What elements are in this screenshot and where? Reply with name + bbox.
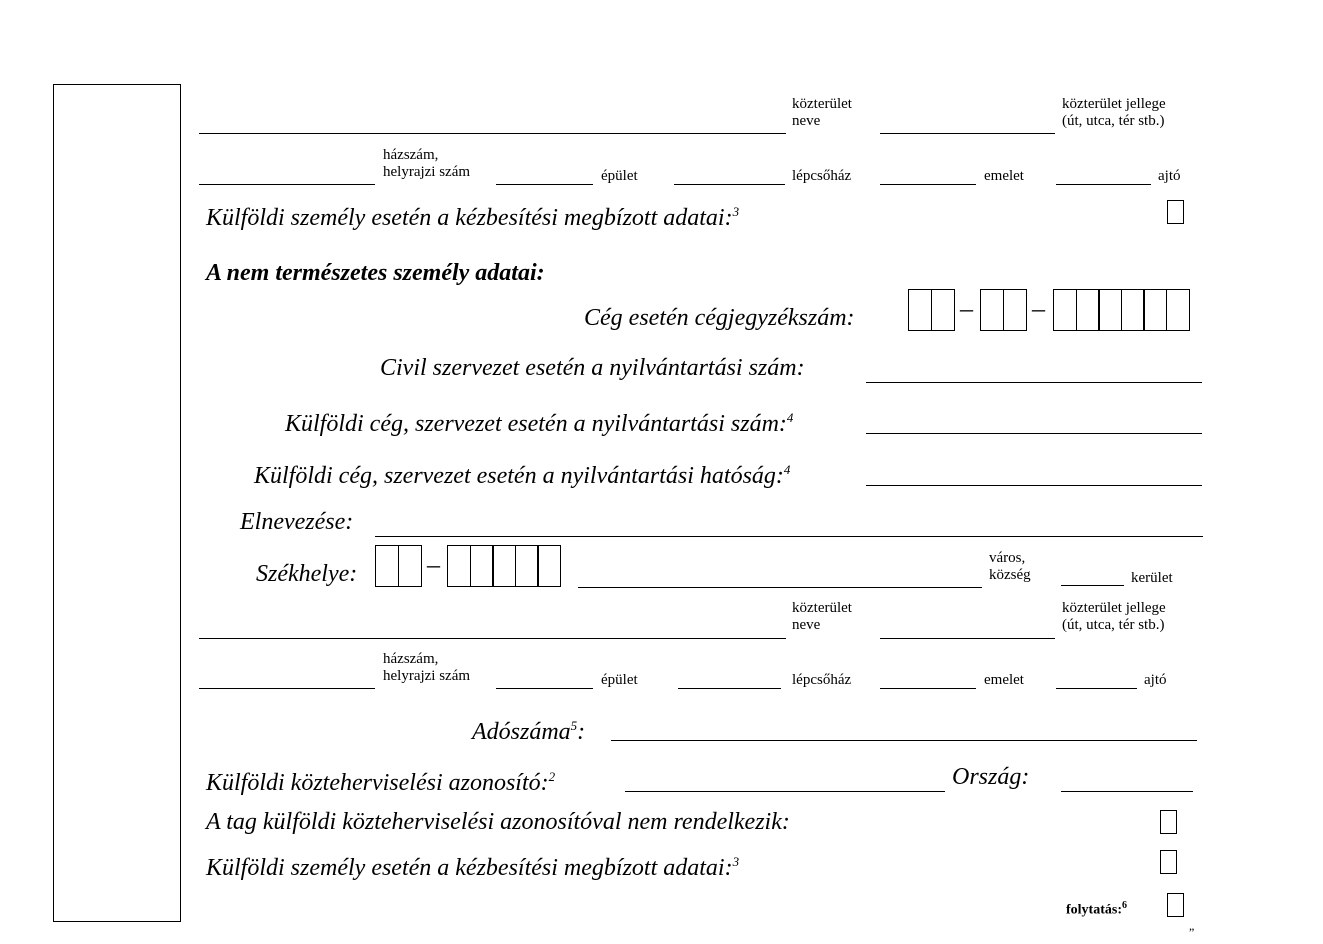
kozteher-label: Külföldi közteherviselési azonosító:$^2$: [206, 769, 556, 796]
emelet-field[interactable]: [880, 184, 976, 185]
varos-field[interactable]: [578, 587, 982, 588]
ajto-field-2[interactable]: [1056, 688, 1137, 689]
adoszama-label: Adószáma$^5$:: [472, 718, 586, 745]
folytatas-checkbox[interactable]: [1167, 893, 1184, 917]
cegjegyzekszam-boxes-3[interactable]: [1053, 289, 1188, 331]
kezbesitesi-label-2: Külföldi személy esetén a kézbesítési megbízott adatai:$^3$: [206, 854, 740, 881]
kozterulet-neve-label-2: közterület neve: [792, 600, 852, 633]
nem-rendelkezik-checkbox[interactable]: [1160, 810, 1177, 834]
ajto-label-2: ajtó: [1144, 672, 1167, 688]
hazszam-field-2[interactable]: [199, 688, 375, 689]
kulfoldi-hatosag-label: Külföldi cég, szervezet esetén a nyilvántartási hatóság:$^4$: [254, 462, 791, 489]
hazszam-field[interactable]: [199, 184, 375, 185]
emelet-field-2[interactable]: [880, 688, 976, 689]
epulet-label-2: épület: [601, 672, 638, 688]
kozterulet-jellege-label: közterület jellege (út, utca, tér stb.): [1062, 96, 1166, 129]
kulfoldi-szam-label: Külföldi cég, szervezet esetén a nyilvántartási szám:$^4$: [285, 410, 794, 437]
kozterulet-neve-field-2[interactable]: [199, 638, 786, 639]
ajto-label: ajtó: [1158, 168, 1181, 184]
varos-label: város, község: [989, 550, 1031, 583]
orszag-label: Ország:: [952, 764, 1030, 790]
epulet-field-2[interactable]: [496, 688, 593, 689]
lepcsohaz-label-2: lépcsőház: [792, 672, 852, 688]
emelet-label: emelet: [984, 168, 1024, 184]
elnevezese-field[interactable]: [375, 536, 1203, 537]
kozteher-field[interactable]: [625, 791, 945, 792]
szekhelye-label: Székhelye:: [256, 561, 358, 587]
lepcsohaz-field-2[interactable]: [678, 688, 781, 689]
kozterulet-neve-label: közterület neve: [792, 96, 852, 129]
kulfoldi-szam-field[interactable]: [866, 433, 1202, 434]
kerulet-field[interactable]: [1061, 585, 1124, 586]
corner-mark: ”: [1189, 925, 1195, 939]
iranyitoszam-boxes-1[interactable]: [375, 545, 420, 587]
civil-field[interactable]: [866, 382, 1202, 383]
emelet-label-2: emelet: [984, 672, 1024, 688]
lepcsohaz-label: lépcsőház: [792, 168, 852, 184]
kozterulet-jellege-field[interactable]: [880, 133, 1055, 134]
lepcsohaz-field[interactable]: [674, 184, 785, 185]
orszag-field[interactable]: [1061, 791, 1193, 792]
hazszam-label-2: házszám, helyrajzi szám: [383, 651, 471, 684]
epulet-field[interactable]: [496, 184, 593, 185]
adoszama-field[interactable]: [611, 740, 1197, 741]
civil-label: Civil szervezet esetén a nyilvántartási szám:: [380, 355, 805, 381]
elnevezese-label: Elnevezése:: [240, 509, 354, 535]
folytatas-label: folytatás:$^6$: [1066, 900, 1127, 918]
kerulet-label: kerület: [1131, 570, 1173, 586]
section-title: A nem természetes személy adatai:: [206, 260, 545, 286]
kozterulet-jellege-field-2[interactable]: [880, 638, 1055, 639]
kozterulet-neve-field[interactable]: [199, 133, 786, 134]
epulet-label: épület: [601, 168, 638, 184]
hazszam-label: házszám, helyrajzi szám: [383, 147, 471, 180]
cegjegyzekszam-label: Cég esetén cégjegyzékszám:: [584, 305, 855, 331]
dash: –: [960, 294, 973, 323]
cegjegyzekszam-boxes-1[interactable]: [908, 289, 953, 331]
kezbesitesi-checkbox-2[interactable]: [1160, 850, 1177, 874]
kozterulet-jellege-label-2: közterület jellege (út, utca, tér stb.): [1062, 600, 1166, 633]
kezbesitesi-label-1: Külföldi személy esetén a kézbesítési megbízott adatai:$^3$: [206, 204, 740, 231]
kulfoldi-hatosag-field[interactable]: [866, 485, 1202, 486]
margin-box: [53, 84, 181, 922]
nem-rendelkezik-label: A tag külföldi közteherviselési azonosítóval nem rendelkezik:: [206, 809, 790, 835]
kezbesitesi-checkbox-1[interactable]: [1167, 200, 1184, 224]
dash: –: [427, 550, 440, 579]
dash: –: [1032, 294, 1045, 323]
cegjegyzekszam-boxes-2[interactable]: [980, 289, 1025, 331]
ajto-field[interactable]: [1056, 184, 1151, 185]
iranyitoszam-boxes-2[interactable]: [447, 545, 560, 587]
